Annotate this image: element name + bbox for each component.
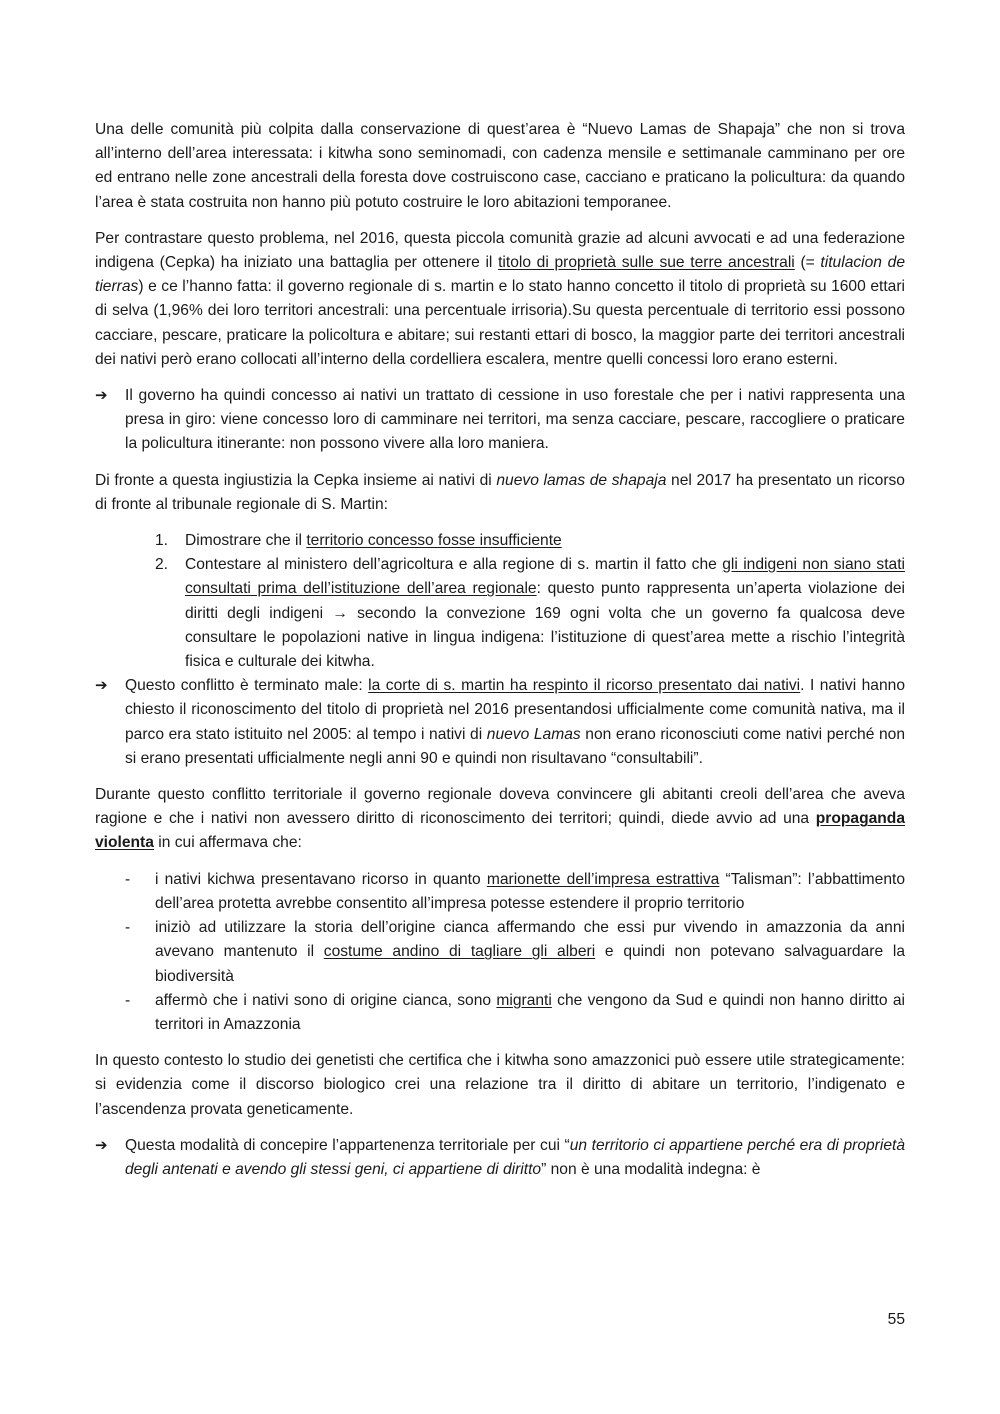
numbered-list: [95, 529, 905, 674]
italic-text: nuevo Lamas: [486, 725, 581, 743]
text-run: Questa modalità di concepire l’appartenenza territoriale per cui “: [125, 1136, 570, 1154]
underlined-text: gli indigeni non siano stati consultati prima dell’istituzione dell’area regionale: [185, 556, 905, 598]
text-run: i nativi kichwa presentavano ricorso in quanto: [155, 870, 487, 888]
italic-text: nuevo lamas de shapaja: [496, 471, 667, 489]
list-item: [125, 868, 905, 916]
text-run: Durante questo conflitto territoriale il governo regionale doveva convincere gli abitanti creoli dell’area che aveva ragione e che i nativi non avessero diritto di riconoscimento dei territori; quindi, diede avvio ad una: [95, 786, 905, 828]
italic-text: titulacion de tierras: [95, 254, 905, 296]
text-run: nel 2017 ha presentato un ricorso di fronte al tribunale regionale di S. Martin:: [95, 471, 905, 513]
paragraph-appeal: [95, 469, 905, 517]
arrow-right-icon: ➔: [95, 677, 108, 695]
paragraph-nuevo-lamas: Una delle comunità più colpita dalla conservazione di quest’area è “Nuevo Lamas de Shapaja” che non si trova all’interno dell’area interessata: i kitwha sono seminomadi, con cadenza mensile e settimanale camminano per ore ed entrano nelle zone ancestrali della foresta dove costruiscono case, cacciano e praticano la policultura: da quando l’area è stata costruita non hanno più potuto costruire le loro abitazioni temporanee.: [95, 121, 905, 211]
arrow-point-forest-treaty: [95, 384, 905, 457]
arrow-point-text: [125, 1134, 905, 1182]
text-run: che vengono da Sud e quindi non hanno diritto ai territori in Amazzonia: [155, 991, 905, 1033]
text-run: Dimostrare che il: [185, 532, 307, 550]
italic-text: un territorio ci appartiene perché era di proprietà degli antenati e avendo gli stessi geni, ci appartiene di diritto: [125, 1136, 905, 1178]
list-number: 2.: [155, 556, 169, 574]
underlined-text: migranti: [496, 991, 552, 1009]
list-dash: -: [125, 870, 131, 888]
list-dash: -: [125, 919, 131, 937]
text-run: Per contrastare questo problema, nel 2016, questa piccola comunità grazie ad alcuni avvocati e ad una federazione indigena (Cepka) ha iniziato una battaglia per ottenere il: [95, 229, 905, 272]
text-run: (=: [794, 254, 821, 272]
arrow-point-court-ruling: [95, 674, 905, 771]
text-run: Questo conflitto è terminato male:: [125, 677, 369, 695]
text-run: e quindi non potevano salvaguardare la biodiversità: [155, 943, 905, 985]
text-run: affermò che i nativi sono di origine cianca, sono: [155, 991, 497, 1009]
text-run: “Talisman”: l’abbattimento dell’area protetta avrebbe consentito all’impresa potesse estendere il proprio territorio: [155, 870, 906, 912]
arrow-point-text: [125, 674, 905, 771]
text-run: . I nativi hanno chiesto il riconoscimento del titolo di proprietà nel 2016 presentandosi ufficialmente come comunità nativa, ma il parco era stato istituito nel 2005: al tempo i nativi di: [125, 677, 905, 743]
text-run: : questo punto rappresenta un’aperta violazione dei diritti degli indigeni → secondo la convezione 169 ogni volta che un governo fa qualcosa deve consultare le popolazioni native in lingua indigena: l’istituzione di quest’area mette a rischio l’integrità fisica e culturale dei kitwha.: [185, 580, 906, 671]
dash-list: [95, 868, 905, 1037]
bold-underlined-text: propaganda violenta: [95, 810, 905, 852]
underlined-text: titolo di proprietà sulle sue terre ancestrali: [498, 254, 795, 272]
list-number: 1.: [155, 532, 169, 550]
text-run: ” non è una modalità indegna: è: [541, 1160, 761, 1178]
list-item: [125, 989, 905, 1037]
list-item: [125, 916, 905, 989]
arrow-point-text: Il governo ha quindi concesso ai nativi un trattato di cessione in uso forestale che per i nativi rappresenta una presa in giro: viene concesso loro di camminare nei territori, ma senza cacciare, pescare, raccogliere o praticare la policultura itinerante: non possono vivere alla loro maniera.: [125, 387, 905, 453]
text-run: in cui affermava che:: [153, 834, 302, 852]
paragraph-propaganda: [95, 783, 905, 856]
arrow-right-icon: ➔: [95, 1136, 108, 1154]
list-item: [155, 553, 905, 674]
list-item: [155, 529, 905, 553]
underlined-text: marionette dell’impresa estrattiva: [486, 870, 720, 888]
text-run: ) e ce l’hanno fatta: il governo regionale di s. martin e lo stato hanno concetto il titolo di proprietà su 1600 ettari di selva (1,96% dei loro territori ancestrali: una percentuale irrisoria).Su questa percentuale di territorio essi possono cacciare, pescare, praticare la policoltura e abitare; sui restanti ettari di bosco, la maggior parte dei territori ancestrali dei nativi però erano collocati all’interno della cordelliera escalera, mentre quelli concessi loro erano esterni.: [95, 278, 905, 368]
paragraph-genetics: In questo contesto lo studio dei genetisti che certifica che i kitwha sono amazzonici può essere utile strategicamente: si evidenzia come il discorso biologico crei una relazione tra il diritto di abitare un territorio, l’indigenato e l’ascendenza provata geneticamente.: [95, 1052, 905, 1118]
document-body: [95, 118, 905, 1192]
arrow-right-icon: ➔: [95, 387, 108, 405]
page-number: 55: [887, 1311, 905, 1328]
underlined-text: la corte di s. martin ha respinto il ricorso presentato dai nativi: [368, 677, 801, 695]
text-run: Contestare al ministero dell’agricoltura e alla regione di s. martin il fatto che: [185, 556, 723, 574]
paragraph-land-title: [95, 227, 905, 372]
underlined-text: costume andino di tagliare gli alberi: [323, 943, 596, 961]
list-dash: -: [125, 991, 131, 1009]
underlined-text: territorio concesso fosse insufficiente: [306, 532, 562, 550]
text-run: Di fronte a questa ingiustizia la Cepka insieme ai nativi di: [95, 471, 497, 489]
arrow-point-territorial-belonging: [95, 1134, 905, 1182]
text-run: iniziò ad utilizzare la storia dell’origine cianca affermando che essi pur vivendo in amazzonia da anni avevano mantenuto il: [155, 919, 905, 961]
text-run: non erano riconosciuti come nativi perché non si erano presentati ufficialmente negli anni 90 e quindi non risultavano “consultabili”.: [125, 725, 905, 767]
